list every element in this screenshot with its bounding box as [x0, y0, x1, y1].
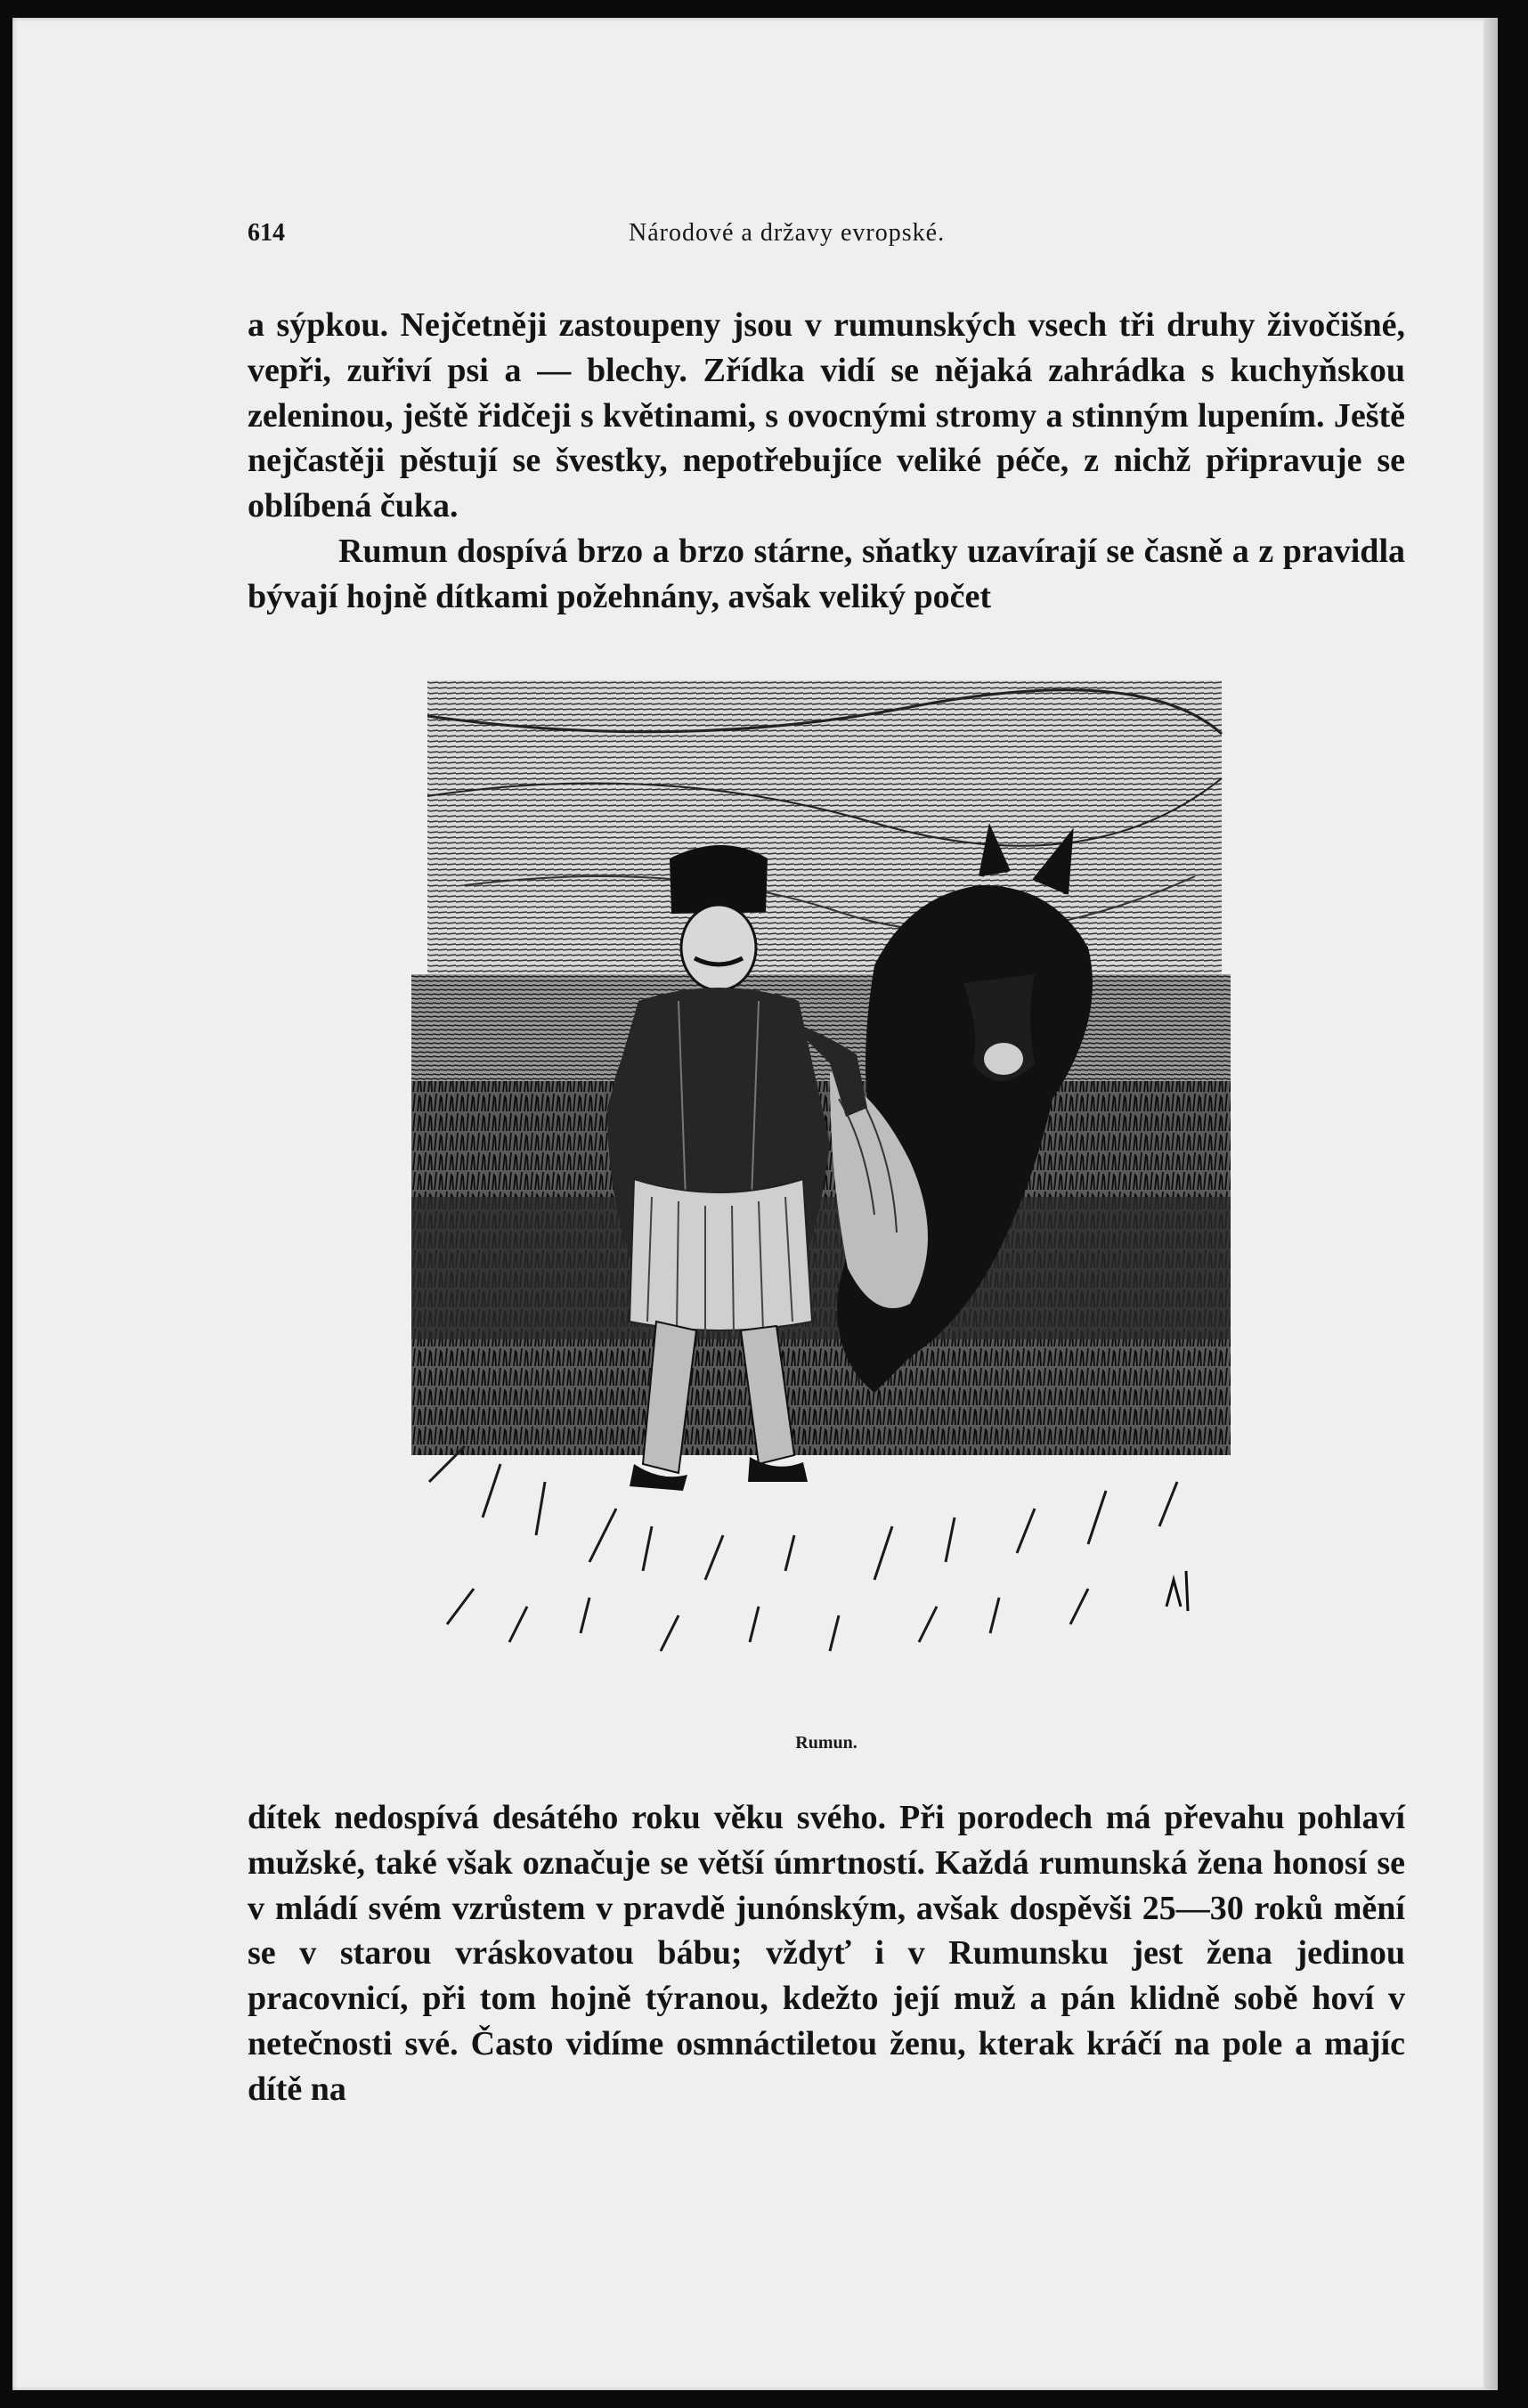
page-edge — [1483, 18, 1498, 2390]
sky — [427, 680, 1222, 974]
fur-hat — [670, 845, 768, 914]
paragraph: a sýpkou. Nejčetněji zastoupeny jsou v rumunských vsech tři druhy živočišné, vepři, zuřiví psi a — blechy. Zřídka vidí se nějaká zahrádka s kuchyňskou zeleninou, ještě řidčeji s květinami, s ovocnými stromy a stinným lupením. Ještě nejčastěji pěstují se švestky, nepotřebujíce veliké péče, z nichž připravuje se oblíbená čuka. — [248, 306, 1405, 525]
horizon — [411, 974, 1231, 1081]
engraving-rumun-with-horse — [411, 680, 1231, 1696]
paragraph: Rumun dospívá brzo a brzo stárne, sňatky uzavírají se časně a z pravidla bývají hojně dítkami požehnány, avšak veliký počet — [248, 532, 1405, 615]
running-head: Národové a državy evropské. — [629, 219, 946, 247]
figure-caption: Rumun. — [795, 1733, 857, 1753]
page-number: 614 — [248, 219, 285, 247]
page-header — [248, 219, 1405, 255]
engraver-mark — [1166, 1571, 1188, 1611]
illustration — [411, 680, 1231, 1696]
body-text-top — [248, 303, 1405, 620]
book-page — [12, 18, 1498, 2390]
paragraph: dítek nedospívá desátého roku věku svého. Při porodech má převahu pohlaví mužské, také však označuje se větší úmrtností. Každá rumunská žena honosí se v mládí svém vzrůstem v pravdě junónským, avšak dospěvši 25—30 roků mění se v starou vráskovatou bábu; vždyť i v Rumunsku jest žena jedinou pracovnicí, při tom hojně týranou, kdežto její muž a pán klidně sobě hoví v netečnosti své. Často vidíme osmnáctiletou ženu, kterak kráčí na pole a majíc dítě na — [248, 1799, 1405, 2108]
body-text-bottom — [248, 1795, 1405, 2112]
